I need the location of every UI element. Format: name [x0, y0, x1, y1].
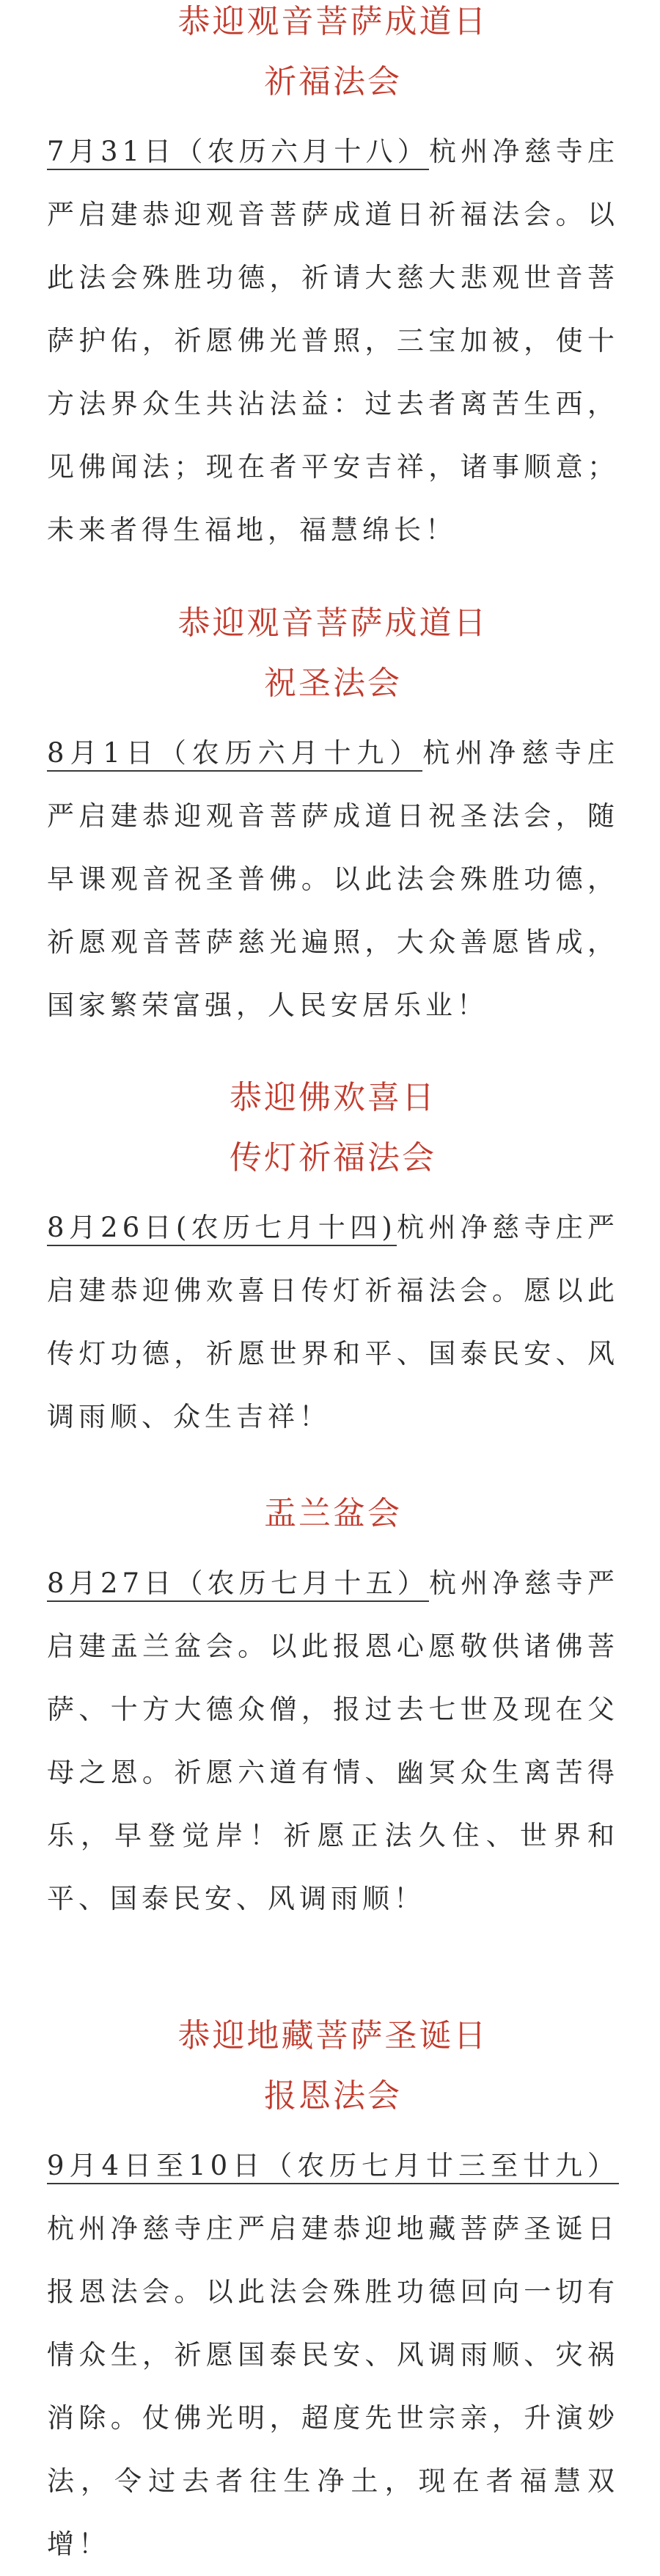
- event-title: [47, 1495, 619, 1532]
- event-title-line: 恭迎地藏菩萨圣诞日: [177, 2017, 488, 2054]
- event-description: [47, 1552, 619, 1931]
- event-description: [47, 1196, 619, 1449]
- event-date: 9月4日至10日（农历七月廿三至廿九）: [47, 2150, 619, 2184]
- event-title-line: 恭迎观音菩萨成道日: [177, 604, 488, 642]
- event-section: [47, 604, 619, 1037]
- event-title: [47, 2017, 619, 2115]
- event-section: [47, 3, 620, 562]
- event-description: [47, 120, 619, 562]
- event-body: 杭州净慈寺庄严启建恭迎观音菩萨成道日祈福法会。以此法会殊胜功德，祈请大慈大悲观世音菩萨护佑，祈愿佛光普照，三宝加被，使十方法界众生共沾法益：过去者离苦生西，见佛闻法；现在者平安吉祥，诸事顺意；未来者得生福地，福慧绵长！: [47, 136, 620, 546]
- event-date: 8月27日（农历七月十五）: [47, 1567, 429, 1602]
- event-description: [47, 2134, 619, 2576]
- event-body: 杭州净慈寺严启建盂兰盆会。以此报恩心愿敬供诸佛菩萨、十方大德众僧，报过去七世及现在父母之恩。祈愿六道有情、幽冥众生离苦得乐，早登觉岸！祈愿正法久住、世界和平、国泰民安、风调雨顺！: [47, 1567, 620, 1914]
- event-title: [47, 3, 619, 100]
- event-body: 杭州净慈寺庄严启建恭迎观音菩萨成道日祝圣法会，随早课观音祝圣普佛。以此法会殊胜功德，祈愿观音菩萨慈光遍照，大众善愿皆成，国家繁荣富强，人民安居乐业！: [47, 737, 619, 1021]
- event-title: [47, 604, 619, 702]
- event-section: [47, 2017, 619, 2576]
- event-title-line: 祈福法会: [264, 63, 402, 100]
- event-body: 杭州净慈寺庄严启建恭迎地藏菩萨圣诞日报恩法会。以此法会殊胜功德回向一切有情众生，祈愿国泰民安、风调雨顺、灾祸消除。仗佛光明，超度先世宗亲，升演妙法，令过去者往生净土，现在者福慧双增！: [47, 2213, 619, 2560]
- event-title-line: 传灯祈福法会: [230, 1139, 436, 1177]
- event-title: [47, 1079, 619, 1177]
- event-date: 7月31日（农历六月十八）: [47, 136, 429, 170]
- event-title-line: 盂兰盆会: [264, 1495, 402, 1532]
- event-title-line: 报恩法会: [264, 2077, 402, 2115]
- event-description: [47, 722, 619, 1037]
- event-date: 8月1日（农历六月十九）: [47, 737, 422, 772]
- event-section: [47, 1079, 619, 1449]
- event-title-line: 祝圣法会: [264, 665, 402, 702]
- event-date: 8月26日(农历七月十四): [47, 1212, 397, 1246]
- event-title-line: 恭迎佛欢喜日: [230, 1079, 436, 1116]
- event-title-line: 恭迎观音菩萨成道日: [177, 3, 488, 40]
- event-section: [47, 1495, 620, 1931]
- event-body: 杭州净慈寺庄严启建恭迎佛欢喜日传灯祈福法会。愿以此传灯功德，祈愿世界和平、国泰民安、风调雨顺、众生吉祥！: [47, 1212, 619, 1432]
